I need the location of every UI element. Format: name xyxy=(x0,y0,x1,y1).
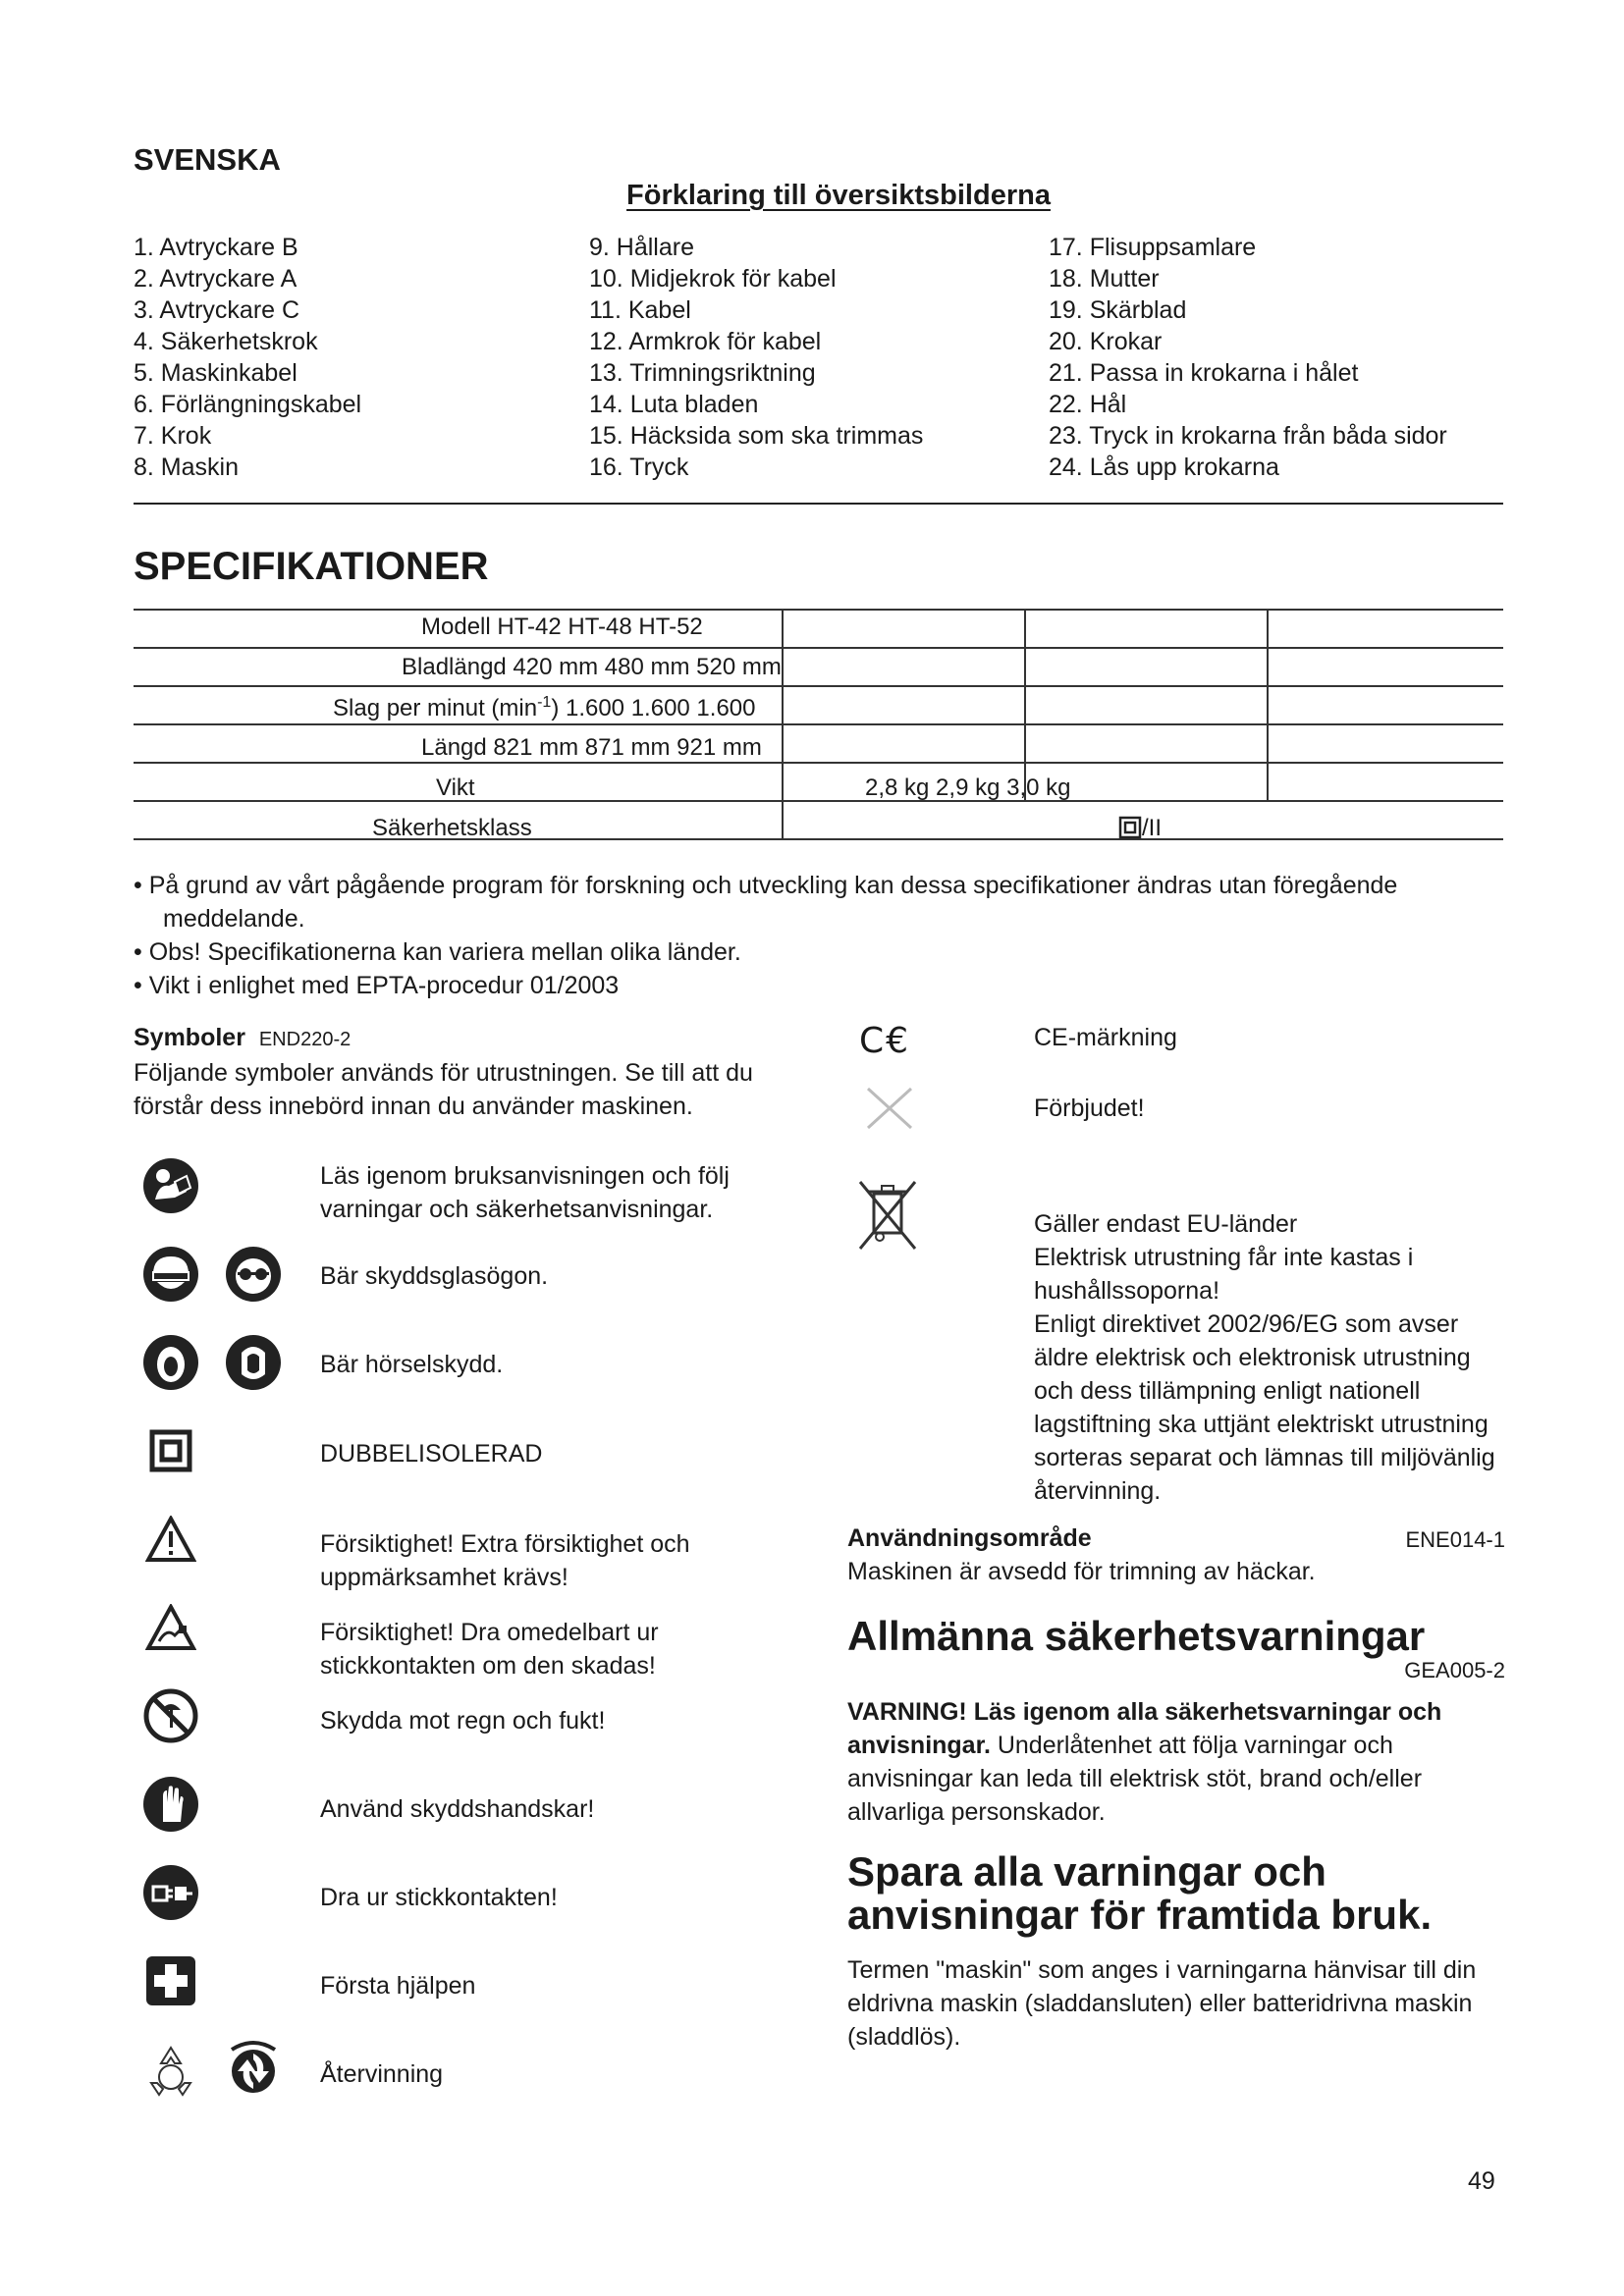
legend-item: 10. Midjekrok för kabel xyxy=(589,265,837,293)
no-rain-icon xyxy=(143,1688,198,1743)
safety-goggles-icon xyxy=(224,1245,283,1304)
spec-row-weight xyxy=(134,763,1503,801)
safety-section xyxy=(847,1615,1505,1829)
legend-title: Förklaring till översiktsbilderna xyxy=(626,180,1051,211)
spec-blade-text: Bladlängd 420 mm 480 mm 520 mm xyxy=(402,654,782,680)
spec-notes xyxy=(134,869,1508,1002)
safety-warning-rest: Underlåtenhet att följa varningar och anvisningar kan leda till elektrisk stöt, brand och/eller allvarliga personskador. xyxy=(847,1732,1423,1826)
symbol-text: DUBBELISOLERAD xyxy=(320,1440,543,1468)
symbol-row-rain xyxy=(134,1686,801,1765)
double-insulated-icon xyxy=(149,1429,192,1472)
safety-warning-bold: VARNING! Läs igenom alla säkerhetsvarningar och anvisningar. xyxy=(847,1698,1442,1759)
symbol-text: Dra ur stickkontakten! xyxy=(320,1884,558,1911)
spec-safety-value: /II xyxy=(1117,815,1163,842)
section-divider xyxy=(134,503,1503,505)
specs-title: SPECIFIKATIONER xyxy=(134,545,489,588)
symbol-row-ear-protection xyxy=(134,1333,801,1412)
usage-section xyxy=(847,1522,1505,1588)
legend-item: 6. Förlängningskabel xyxy=(134,391,362,418)
legend-item: 21. Passa in krokarna i hålet xyxy=(1049,359,1359,387)
spec-weight-label: Vikt xyxy=(436,774,475,801)
spec-safety-label: Säkerhetsklass xyxy=(372,815,532,841)
weee-line: Gäller endast EU-länder xyxy=(1034,1210,1298,1238)
double-insulation-icon xyxy=(1118,816,1142,839)
symbol-text: Försiktighet! Extra försiktighet och uppmärksamhet krävs! xyxy=(320,1530,690,1591)
legend-item: 16. Tryck xyxy=(589,454,689,481)
legend-item: 24. Lås upp krokarna xyxy=(1049,454,1279,481)
read-manual-icon xyxy=(141,1156,200,1215)
symbol-row-caution xyxy=(134,1510,801,1591)
symbol-text: Läs igenom bruksanvisningen och följ varningar och säkerhetsanvisningar. xyxy=(320,1162,730,1223)
legend-item: 13. Trimningsriktning xyxy=(589,359,816,387)
symbol-text: Använd skyddshandskar! xyxy=(320,1795,595,1823)
symbol-text: Bär skyddsglasögon. xyxy=(320,1262,549,1290)
symbol-row-double-insulated xyxy=(134,1421,801,1500)
spec-strokes-text xyxy=(332,694,756,722)
legend-item: 18. Mutter xyxy=(1049,265,1160,293)
recycling-icon xyxy=(141,2040,200,2099)
spec-note: • På grund av vårt pågående program för forskning och utveckling kan dessa specifikationer ändras utan föregående meddelande. xyxy=(134,872,1398,933)
legend-item: 11. Kabel xyxy=(589,296,691,324)
legend-item: 19. Skärblad xyxy=(1049,296,1187,324)
spec-strokes-values: ) 1.600 1.600 1.600 xyxy=(551,695,756,721)
safety-code: GEA005-2 xyxy=(1404,1658,1505,1682)
safety-title: Allmänna säkerhetsvarningar xyxy=(847,1613,1426,1659)
weee-line: Enligt direktivet 2002/96/EG som avser äldre elektrisk och elektronisk utrustning och dess tillämpning enligt nationell lagstiftning ska uttjänt elektriskt utrustning sorteras separat och lämnas till miljövänlig återvinning. xyxy=(1034,1310,1495,1505)
weee-text xyxy=(1034,1207,1505,1508)
save-instructions-title: Spara alla varningar och anvisningar för framtida bruk. xyxy=(847,1848,1433,1938)
legend-item: 20. Krokar xyxy=(1049,328,1163,355)
symbol-text: Försiktighet! Dra omedelbart ur stickkontakten om den skadas! xyxy=(320,1619,659,1680)
term-definition: Termen "maskin" som anges i varningarna hänvisar till din eldrivna maskin (sladdansluten) eller batteridrivna maskin (sladdlös). xyxy=(847,1956,1477,2051)
legend-item: 1. Avtryckare B xyxy=(134,234,298,261)
spec-row-safety-class xyxy=(134,801,1503,839)
symbols-heading: Symboler xyxy=(134,1024,245,1051)
specs-table xyxy=(134,609,1503,840)
legend-item: 2. Avtryckare A xyxy=(134,265,298,293)
spec-row-length xyxy=(134,724,1503,763)
legend-column-2 xyxy=(589,232,923,483)
symbols-intro-text: Följande symboler används för utrustningen. Se till att du förstår dess innebörd innan du använder maskinen. xyxy=(134,1059,753,1120)
legend-item: 3. Avtryckare C xyxy=(134,296,300,324)
spec-strokes-exp: -1 xyxy=(537,694,552,711)
safety-warning xyxy=(847,1695,1505,1829)
damaged-cord-warning-icon xyxy=(145,1604,196,1651)
legend-column-3 xyxy=(1049,232,1447,483)
symbol-text: Återvinning xyxy=(320,2060,444,2088)
weee-bin-icon xyxy=(854,1178,921,1256)
page-number: 49 xyxy=(1468,2167,1495,2195)
legend-item: 17. Flisuppsamlare xyxy=(1049,234,1257,261)
legend-item: 5. Maskinkabel xyxy=(134,359,298,387)
usage-code: ENE014-1 xyxy=(1405,1527,1505,1552)
usage-heading: Användningsområde xyxy=(847,1524,1092,1552)
symbol-row-recycling xyxy=(134,2040,801,2118)
hearing-protection-icon xyxy=(224,1333,283,1392)
forbidden-icon xyxy=(864,1085,915,1132)
spec-weight-values: 2,8 kg 2,9 kg 3,0 kg xyxy=(865,774,1071,801)
legend-item: 7. Krok xyxy=(134,422,212,450)
ce-label: CE-märkning xyxy=(1034,1024,1177,1051)
weee-line: Elektrisk utrustning får inte kastas i hushållssoporna! xyxy=(1034,1244,1414,1305)
legend-column-1 xyxy=(134,232,361,483)
face-shield-icon xyxy=(141,1245,200,1304)
green-dot-icon xyxy=(224,2040,283,2099)
spec-note: • Obs! Specifikationerna kan variera mellan olika länder. xyxy=(134,938,741,966)
spec-length-text: Längd 821 mm 871 mm 921 mm xyxy=(421,734,762,761)
forbidden-label: Förbjudet! xyxy=(1034,1095,1145,1122)
legend-item: 15. Häcksida som ska trimmas xyxy=(589,422,924,450)
legend-item: 12. Armkrok för kabel xyxy=(589,328,822,355)
legend-item: 9. Hållare xyxy=(589,234,694,261)
spec-row-model xyxy=(134,610,1503,648)
symbol-row-first-aid xyxy=(134,1951,801,2030)
symbols-code: END220-2 xyxy=(258,1029,352,1050)
legend-item: 8. Maskin xyxy=(134,454,239,481)
symbol-row-gloves xyxy=(134,1775,801,1853)
legend-item: 4. Säkerhetskrok xyxy=(134,328,318,355)
symbol-row-read-manual xyxy=(134,1156,801,1235)
spec-note: • Vikt i enlighet med EPTA-procedur 01/2003 xyxy=(134,972,620,999)
symbols-intro xyxy=(134,1021,801,1123)
symbol-text: Första hjälpen xyxy=(320,1972,476,2000)
legend-item: 14. Luta bladen xyxy=(589,391,759,418)
spec-model-text: Modell HT-42 HT-48 HT-52 xyxy=(421,614,703,640)
unplug-icon xyxy=(141,1863,200,1922)
legend-item: 22. Hål xyxy=(1049,391,1127,418)
ear-muffs-icon xyxy=(141,1333,200,1392)
symbol-row-unplug-if-damaged xyxy=(134,1598,801,1680)
symbol-text: Skydda mot regn och fukt! xyxy=(320,1707,606,1735)
language-heading: SVENSKA xyxy=(134,142,281,177)
spec-strokes-label: Slag per minut (min xyxy=(333,695,538,721)
warning-triangle-icon xyxy=(145,1516,196,1563)
symbol-row-unplug xyxy=(134,1863,801,1942)
usage-text: Maskinen är avsedd för trimning av häckar. xyxy=(847,1558,1316,1585)
spec-row-blade xyxy=(134,648,1503,686)
first-aid-icon xyxy=(146,1956,195,2005)
ce-mark-icon: C€ xyxy=(859,1021,911,1061)
gloves-icon xyxy=(141,1775,200,1834)
symbol-row-goggles xyxy=(134,1245,801,1323)
legend-item: 23. Tryck in krokarna från båda sidor xyxy=(1049,422,1447,450)
symbol-text: Bär hörselskydd. xyxy=(320,1351,504,1378)
